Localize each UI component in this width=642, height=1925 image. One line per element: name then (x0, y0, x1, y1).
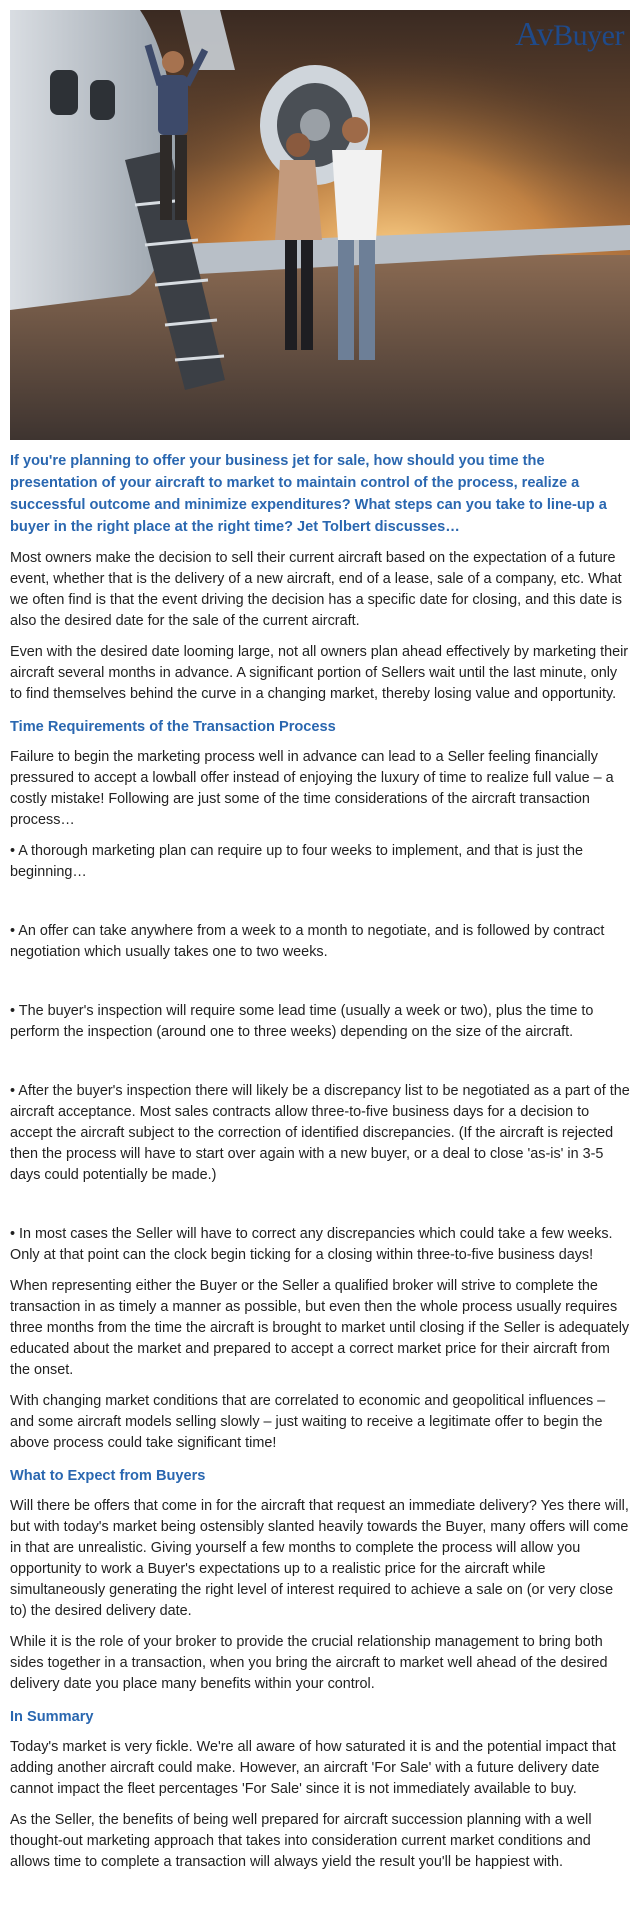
section3-paragraph-2: As the Seller, the benefits of being well prepared for aircraft succession planning with a well thought-out marketing approach that takes into consideration current market conditions and allows time to complete a transaction will always yield the result you'll be happiest with. (10, 1812, 592, 1870)
hero-illustration (10, 10, 630, 440)
list-item: • A thorough marketing plan can require up to four weeks to implement, and that is just the beginning… (10, 843, 583, 880)
section1-paragraph-1: When representing either the Buyer or the Seller a qualified broker will strive to complete the transaction in as timely a manner as possible, but even then the whole process usually requires three months from the time the aircraft is brought to market until closing if the Seller is adequately educated about the market and prepared to accept a correct market price for their aircraft from the onset. (10, 1278, 630, 1378)
section2-paragraph-1: Will there be offers that come in for the aircraft that request an immediate delivery? Yes there will, but with today's market being ostensibly slanted heavily towards the Buyer, many offers will come in that are unrealistic. Giving yourself a few months to complete the process will allow you opportunity to work a Buyer's expectations up to a realistic price for the aircraft while simultaneously generating the right level of interest required to achieve a sale on (or very close to) the desired delivery date. (10, 1498, 629, 1619)
hero-image (10, 10, 630, 440)
section-heading-buyers: What to Expect from Buyers (10, 1468, 206, 1484)
list-item: • An offer can take anywhere from a week to a month to negotiate, and is followed by contract negotiation which usually takes one to two weeks. (10, 923, 605, 960)
list-item: • In most cases the Seller will have to correct any discrepancies which could take a few weeks. Only at that point can the clock begin ticking for a closing within three-to-five business days! (10, 1226, 613, 1263)
article-lead: If you're planning to offer your business jet for sale, how should you time the presentation of your aircraft to market to maintain control of the process, realize a successful outcome and minimize expenditures? What steps can you take to line-up a buyer in the right place at the right time? Jet Tolbert discusses… (10, 453, 607, 535)
intro-paragraph-1: Most owners make the decision to sell their current aircraft based on the expectation of a future event, whether that is the delivery of a new aircraft, end of a lease, sale of a company, etc. What we often find is that the event driving the decision has a specific date for closing, and this date is also the desired date for the sale of the current aircraft. (10, 550, 622, 629)
section2-paragraph-2: While it is the role of your broker to provide the crucial relationship management to bring both sides together in a transaction, when you bring the aircraft to market well ahead of the desired delivery date you place many benefits within your control. (10, 1634, 608, 1692)
article (10, 10, 630, 1873)
list-item: • The buyer's inspection will require some lead time (usually a week or two), plus the time to perform the inspection (around one to three weeks) depending on the size of the aircraft. (10, 1003, 594, 1040)
list-item: • After the buyer's inspection there will likely be a discrepancy list to be negotiated as a part of the aircraft acceptance. Most sales contracts allow three-to-five business days for a decision to accept the aircraft subject to the correction of identified discrepancies. (If the aircraft is rejected then the process will have to start over again with a new buyer, or a deal to close 'as-is' in 3-5 days could potentially be made.) (10, 1083, 630, 1183)
section-heading-time-requirements: Time Requirements of the Transaction Process (10, 719, 336, 735)
section-heading-summary: In Summary (10, 1709, 94, 1725)
intro-paragraph-2: Even with the desired date looming large, not all owners plan ahead effectively by marketing their aircraft several months in advance. A significant portion of Sellers wait until the last minute, only to find themselves behind the curve in a changing market, thereby losing value and opportunity. (10, 644, 629, 702)
section1-intro: Failure to begin the marketing process well in advance can lead to a Seller feeling financially pressured to accept a lowball offer instead of enjoying the luxury of time to realize full value – a costly mistake! Following are just some of the time considerations of the aircraft transaction process… (10, 749, 614, 828)
section1-paragraph-2: With changing market conditions that are correlated to economic and geopolitical influences – and some aircraft models selling slowly – just waiting to receive a legitimate offer to begin the above process could take significant time! (10, 1393, 606, 1451)
section3-paragraph-1: Today's market is very fickle. We're all aware of how saturated it is and the potential impact that adding another aircraft could make. However, an aircraft 'For Sale' with a future delivery date cannot impact the fleet percentages 'For Sale' since it is not immediately available to buy. (10, 1739, 616, 1797)
avbuyer-logo[interactable]: AvBuyer (515, 16, 624, 53)
